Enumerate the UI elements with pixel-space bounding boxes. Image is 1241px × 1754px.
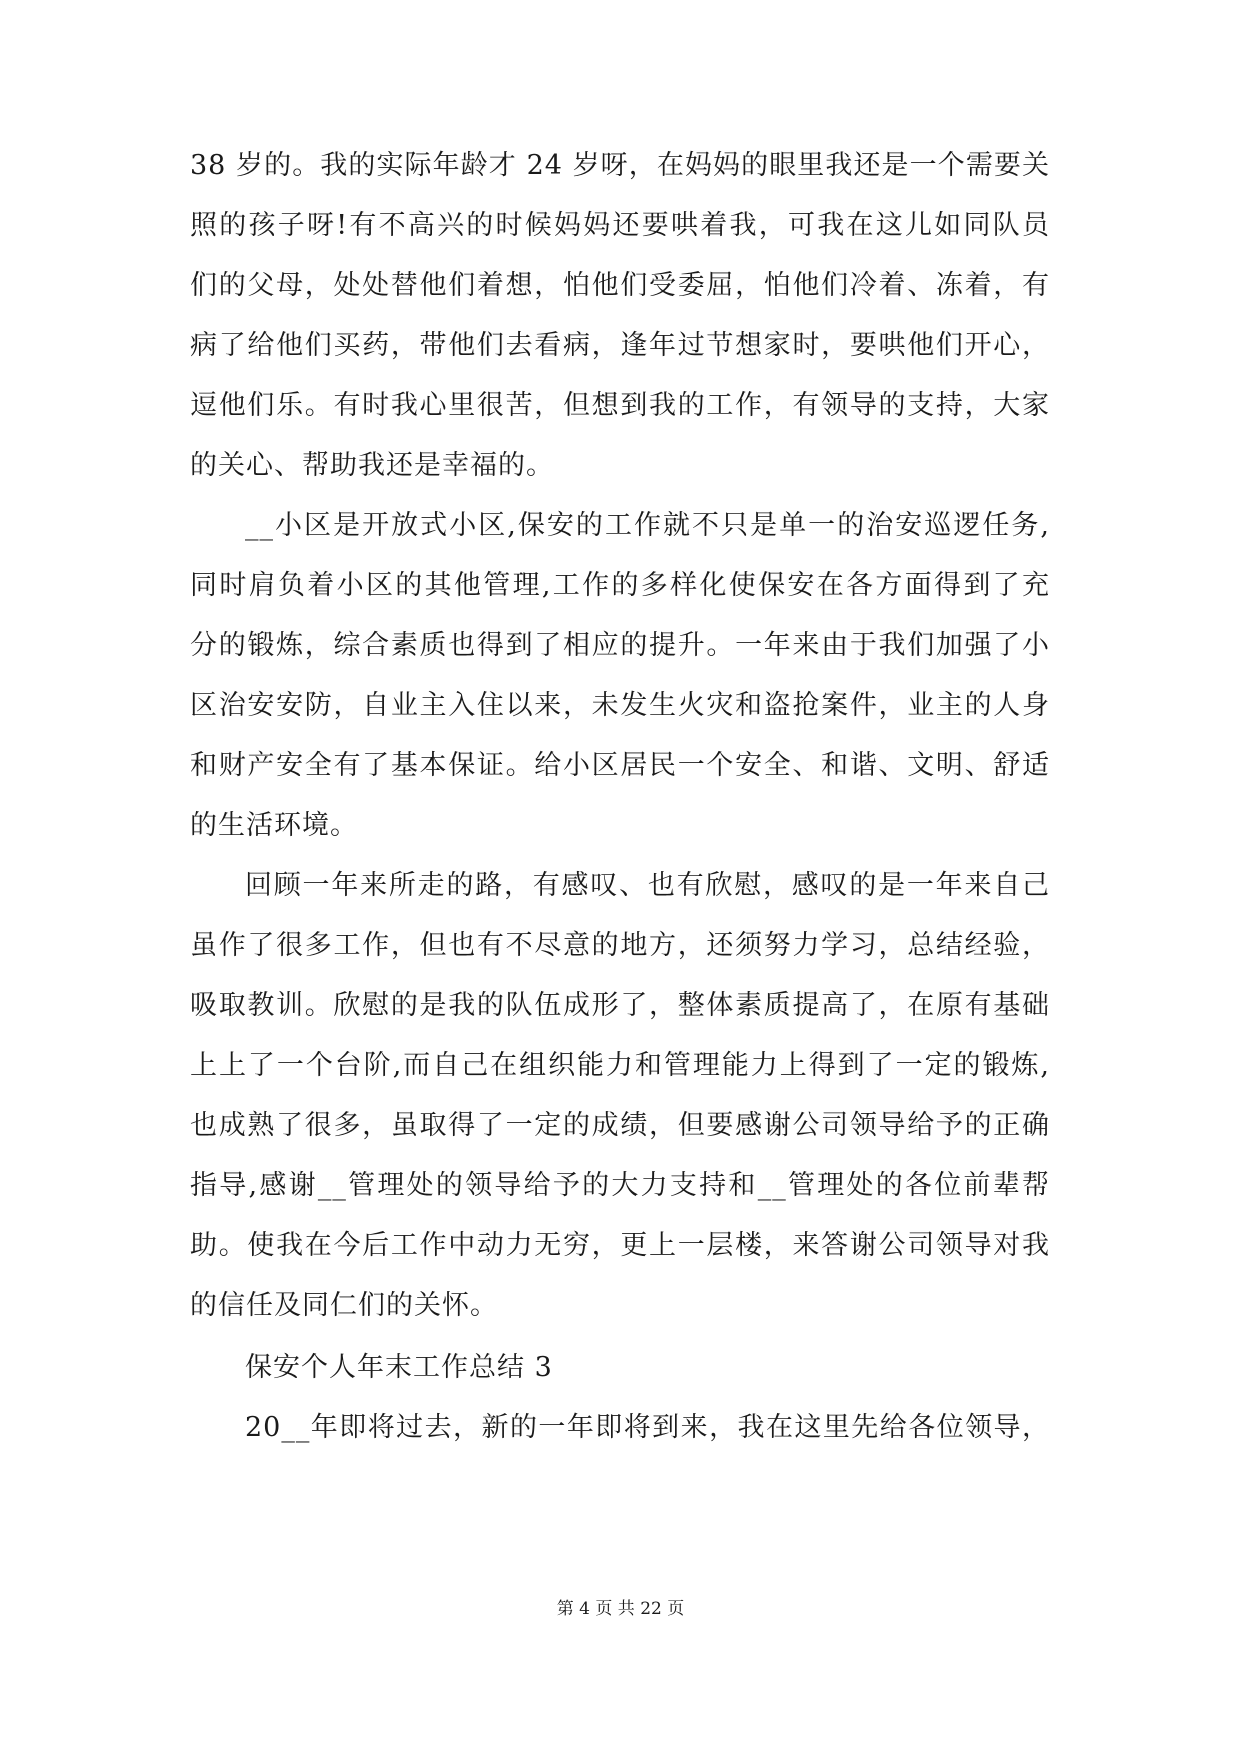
paragraph-line: __小区是开放式小区,保安的工作就不只是单一的治安巡逻任务, bbox=[245, 510, 1050, 541]
paragraph-line: 区治安安防，自业主入住以来，未发生火灾和盗抢案件，业主的人身 bbox=[190, 690, 1050, 721]
paragraph-line: 同时肩负着小区的其他管理,工作的多样化使保安在各方面得到了充 bbox=[190, 570, 1050, 601]
paragraph-line: 的关心、帮助我还是幸福的。 bbox=[190, 450, 554, 481]
paragraph-line: 的信任及同仁们的关怀。 bbox=[190, 1290, 498, 1321]
paragraph-line: 分的锻炼，综合素质也得到了相应的提升。一年来由于我们加强了小 bbox=[190, 630, 1050, 661]
paragraph-line: 38 岁的。我的实际年龄才 24 岁呀，在妈妈的眼里我还是一个需要关 bbox=[190, 150, 1050, 181]
paragraph-line: 们的父母，处处替他们着想，怕他们受委屈，怕他们冷着、冻着，有 bbox=[190, 270, 1050, 301]
paragraph-line: 回顾一年来所走的路，有感叹、也有欣慰，感叹的是一年来自己 bbox=[245, 870, 1050, 901]
paragraph-line: 上上了一个台阶,而自己在组织能力和管理能力上得到了一定的锻炼, bbox=[190, 1050, 1050, 1081]
paragraph-line: 助。使我在今后工作中动力无穷，更上一层楼，来答谢公司领导对我 bbox=[190, 1230, 1050, 1261]
section-heading: 保安个人年末工作总结 3 bbox=[245, 1352, 553, 1383]
paragraph-line: 的生活环境。 bbox=[190, 810, 358, 841]
paragraph-line: 病了给他们买药，带他们去看病，逢年过节想家时，要哄他们开心， bbox=[190, 330, 1050, 361]
paragraph-line: 吸取教训。欣慰的是我的队伍成形了，整体素质提高了，在原有基础 bbox=[190, 990, 1050, 1021]
paragraph-line: 虽作了很多工作，但也有不尽意的地方，还须努力学习，总结经验， bbox=[190, 930, 1050, 961]
paragraph-line: 也成熟了很多，虽取得了一定的成绩，但要感谢公司领导给予的正确 bbox=[190, 1110, 1050, 1141]
paragraph-line: 20__年即将过去，新的一年即将到来，我在这里先给各位领导， bbox=[245, 1412, 1050, 1443]
paragraph-line: 照的孩子呀!有不高兴的时候妈妈还要哄着我，可我在这儿如同队员 bbox=[190, 210, 1050, 241]
paragraph-line: 指导,感谢__管理处的领导给予的大力支持和__管理处的各位前辈帮 bbox=[190, 1170, 1050, 1201]
page-number-footer: 第 4 页 共 22 页 bbox=[556, 1599, 685, 1619]
paragraph-line: 逗他们乐。有时我心里很苦，但想到我的工作，有领导的支持，大家 bbox=[190, 390, 1050, 421]
paragraph-line: 和财产安全有了基本保证。给小区居民一个安全、和谐、文明、舒适 bbox=[190, 750, 1050, 781]
